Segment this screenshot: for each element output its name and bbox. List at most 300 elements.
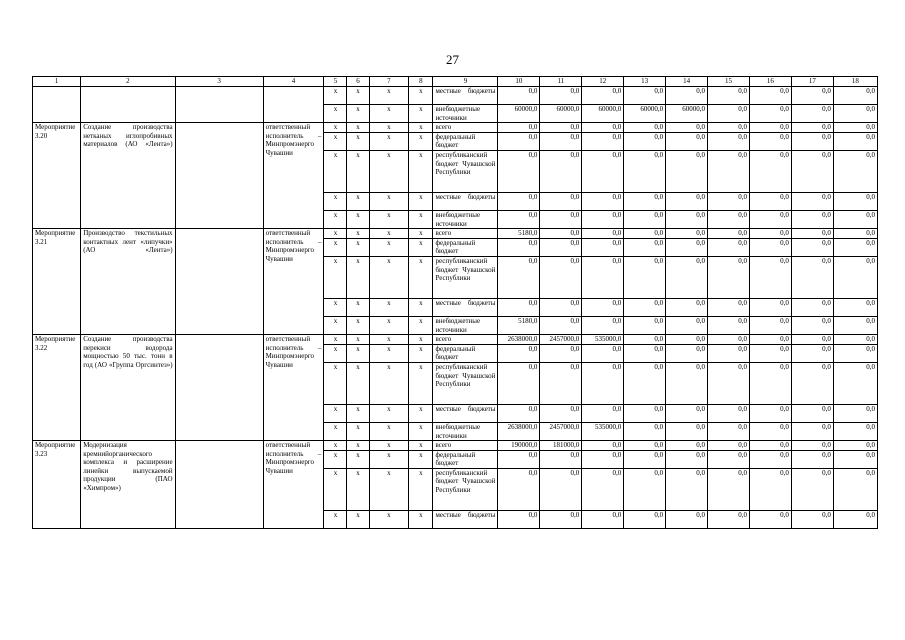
x-mark: х: [347, 441, 369, 451]
amount-cell: 60000,0: [540, 105, 582, 123]
measure-label: Мероприятие 3.21: [33, 229, 81, 335]
amount-cell: 0,0: [624, 441, 666, 451]
amount-cell: 0,0: [666, 132, 708, 150]
amount-cell: 0,0: [582, 87, 624, 105]
x-mark: х: [369, 362, 409, 404]
measure-description: Модернизация кремнийорганического комплекса и расширение линейки выпускаемой продукции (ПАО «Химпром»): [81, 441, 175, 529]
x-mark: х: [324, 316, 347, 334]
amount-cell: 0,0: [749, 362, 791, 404]
amount-cell: 0,0: [624, 150, 666, 192]
amount-cell: 0,0: [791, 362, 833, 404]
amount-cell: 0,0: [666, 210, 708, 228]
measure-description: Создание производства перекиси водорода мощностью 50 тыс. тонн в год (АО «Группа Оргсинтез»): [81, 335, 175, 441]
amount-cell: 0,0: [833, 298, 877, 316]
table-row: [33, 335, 878, 345]
amount-cell: 0,0: [749, 510, 791, 528]
x-mark: х: [369, 344, 409, 362]
x-mark: х: [409, 344, 433, 362]
amount-cell: 0,0: [540, 132, 582, 150]
amount-cell: 0,0: [749, 316, 791, 334]
amount-cell: 0,0: [540, 468, 582, 510]
amount-cell: 0,0: [624, 229, 666, 239]
amount-cell: 0,0: [582, 404, 624, 422]
amount-cell: 0,0: [498, 87, 540, 105]
amount-cell: 0,0: [833, 132, 877, 150]
amount-cell: 0,0: [666, 468, 708, 510]
funding-source: федеральный бюджет: [433, 450, 498, 468]
amount-cell: 0,0: [791, 150, 833, 192]
x-mark: х: [347, 316, 369, 334]
column-number: 17: [791, 77, 833, 87]
amount-cell: 0,0: [540, 210, 582, 228]
measure-description: Создание производства нетканых иглопробивных материалов (АО «Лента»): [81, 123, 175, 229]
funding-source: всего: [433, 441, 498, 451]
x-mark: х: [324, 344, 347, 362]
x-mark: х: [347, 123, 369, 133]
amount-cell: 0,0: [708, 450, 750, 468]
amount-cell: 60000,0: [498, 105, 540, 123]
empty-cell: [175, 87, 263, 123]
table-row: [33, 87, 878, 105]
x-mark: х: [324, 468, 347, 510]
column-number: 8: [409, 77, 433, 87]
column-number: 2: [81, 77, 175, 87]
amount-cell: 0,0: [666, 422, 708, 440]
funding-source: всего: [433, 229, 498, 239]
amount-cell: 0,0: [498, 192, 540, 210]
amount-cell: 0,0: [749, 404, 791, 422]
x-mark: х: [409, 256, 433, 298]
amount-cell: 0,0: [749, 150, 791, 192]
amount-cell: 0,0: [624, 210, 666, 228]
x-mark: х: [409, 229, 433, 239]
funding-source: республиканский бюджет Чувашской Республики: [433, 150, 498, 192]
amount-cell: 0,0: [708, 123, 750, 133]
amount-cell: 0,0: [749, 192, 791, 210]
amount-cell: 535000,0: [582, 335, 624, 345]
amount-cell: 0,0: [582, 192, 624, 210]
amount-cell: 2638000,0: [498, 335, 540, 345]
x-mark: х: [369, 238, 409, 256]
funding-source: федеральный бюджет: [433, 344, 498, 362]
amount-cell: 0,0: [540, 87, 582, 105]
measure-label: Мероприятие 3.20: [33, 123, 81, 229]
x-mark: х: [347, 105, 369, 123]
amount-cell: 0,0: [708, 105, 750, 123]
x-mark: х: [369, 229, 409, 239]
x-mark: х: [369, 298, 409, 316]
amount-cell: 0,0: [791, 316, 833, 334]
x-mark: х: [409, 510, 433, 528]
x-mark: х: [324, 256, 347, 298]
amount-cell: 0,0: [791, 132, 833, 150]
amount-cell: 0,0: [624, 298, 666, 316]
amount-cell: 0,0: [498, 298, 540, 316]
amount-cell: 0,0: [708, 422, 750, 440]
amount-cell: 0,0: [498, 256, 540, 298]
x-mark: х: [347, 238, 369, 256]
measure-description: [81, 87, 175, 123]
amount-cell: 0,0: [833, 316, 877, 334]
x-mark: х: [324, 150, 347, 192]
x-mark: х: [324, 123, 347, 133]
x-mark: х: [324, 210, 347, 228]
amount-cell: 2457000,0: [540, 335, 582, 345]
x-mark: х: [324, 404, 347, 422]
amount-cell: 0,0: [624, 87, 666, 105]
x-mark: х: [409, 362, 433, 404]
amount-cell: 0,0: [791, 468, 833, 510]
amount-cell: 0,0: [708, 510, 750, 528]
amount-cell: 0,0: [498, 362, 540, 404]
responsible-cell: [263, 87, 324, 123]
amount-cell: 0,0: [791, 87, 833, 105]
amount-cell: 0,0: [624, 404, 666, 422]
table-row: [33, 123, 878, 133]
x-mark: х: [324, 87, 347, 105]
amount-cell: 0,0: [582, 256, 624, 298]
amount-cell: 0,0: [624, 422, 666, 440]
funding-source: местные бюджеты: [433, 298, 498, 316]
amount-cell: 0,0: [540, 123, 582, 133]
amount-cell: 0,0: [749, 298, 791, 316]
funding-source: всего: [433, 123, 498, 133]
amount-cell: 0,0: [582, 132, 624, 150]
amount-cell: 0,0: [666, 123, 708, 133]
column-number: 10: [498, 77, 540, 87]
amount-cell: 0,0: [624, 256, 666, 298]
x-mark: х: [324, 192, 347, 210]
amount-cell: 0,0: [582, 298, 624, 316]
amount-cell: 0,0: [582, 450, 624, 468]
x-mark: х: [409, 298, 433, 316]
amount-cell: 0,0: [749, 105, 791, 123]
amount-cell: 0,0: [749, 132, 791, 150]
amount-cell: 0,0: [540, 316, 582, 334]
amount-cell: 0,0: [498, 132, 540, 150]
amount-cell: 190000,0: [498, 441, 540, 451]
amount-cell: 0,0: [791, 344, 833, 362]
amount-cell: 0,0: [498, 123, 540, 133]
header-row: [33, 77, 878, 87]
amount-cell: 2457000,0: [540, 422, 582, 440]
amount-cell: 0,0: [582, 316, 624, 334]
amount-cell: 0,0: [708, 192, 750, 210]
amount-cell: 0,0: [791, 298, 833, 316]
responsible-cell: ответственный исполнитель – Минпромэнерго Чувашии: [263, 335, 324, 441]
amount-cell: 0,0: [833, 362, 877, 404]
amount-cell: 5180,0: [498, 229, 540, 239]
amount-cell: 0,0: [833, 404, 877, 422]
x-mark: х: [324, 229, 347, 239]
amount-cell: 0,0: [498, 450, 540, 468]
x-mark: х: [347, 87, 369, 105]
x-mark: х: [369, 335, 409, 345]
column-number: 14: [666, 77, 708, 87]
amount-cell: 0,0: [749, 123, 791, 133]
x-mark: х: [347, 229, 369, 239]
x-mark: х: [409, 105, 433, 123]
responsible-cell: ответственный исполнитель – Минпромэнерго Чувашии: [263, 123, 324, 229]
amount-cell: 0,0: [666, 192, 708, 210]
empty-cell: [175, 229, 263, 335]
amount-cell: 0,0: [708, 256, 750, 298]
amount-cell: 0,0: [666, 238, 708, 256]
amount-cell: 0,0: [749, 87, 791, 105]
amount-cell: 0,0: [708, 335, 750, 345]
column-number: 3: [175, 77, 263, 87]
funding-source: местные бюджеты: [433, 87, 498, 105]
amount-cell: 0,0: [666, 229, 708, 239]
amount-cell: 0,0: [749, 256, 791, 298]
funding-source: федеральный бюджет: [433, 238, 498, 256]
amount-cell: 0,0: [749, 422, 791, 440]
column-number: 12: [582, 77, 624, 87]
amount-cell: 0,0: [708, 344, 750, 362]
x-mark: х: [347, 210, 369, 228]
amount-cell: 0,0: [540, 150, 582, 192]
amount-cell: 0,0: [582, 238, 624, 256]
funding-source: внебюджетные источники: [433, 210, 498, 228]
x-mark: х: [409, 150, 433, 192]
x-mark: х: [347, 450, 369, 468]
amount-cell: 0,0: [498, 510, 540, 528]
amount-cell: 0,0: [791, 441, 833, 451]
x-mark: х: [369, 150, 409, 192]
measure-description: Производство текстильных контактных лент «липучки» (АО «Лента»): [81, 229, 175, 335]
amount-cell: 0,0: [666, 441, 708, 451]
amount-cell: 0,0: [666, 316, 708, 334]
amount-cell: 0,0: [791, 256, 833, 298]
amount-cell: 0,0: [540, 256, 582, 298]
funding-source: всего: [433, 335, 498, 345]
measure-label: Мероприятие 3.23: [33, 441, 81, 529]
funding-source: местные бюджеты: [433, 404, 498, 422]
x-mark: х: [409, 404, 433, 422]
amount-cell: 0,0: [666, 335, 708, 345]
amount-cell: 0,0: [540, 229, 582, 239]
x-mark: х: [409, 316, 433, 334]
x-mark: х: [324, 238, 347, 256]
amount-cell: 0,0: [833, 238, 877, 256]
amount-cell: 0,0: [540, 404, 582, 422]
amount-cell: 0,0: [666, 150, 708, 192]
amount-cell: 0,0: [708, 404, 750, 422]
x-mark: х: [369, 441, 409, 451]
amount-cell: 0,0: [540, 362, 582, 404]
x-mark: х: [409, 123, 433, 133]
funding-source: республиканский бюджет Чувашской Республики: [433, 468, 498, 510]
funding-source: внебюджетные источники: [433, 316, 498, 334]
column-number: 13: [624, 77, 666, 87]
x-mark: х: [369, 192, 409, 210]
amount-cell: 0,0: [624, 362, 666, 404]
empty-cell: [175, 123, 263, 229]
amount-cell: 0,0: [833, 123, 877, 133]
responsible-cell: ответственный исполнитель – Минпромэнерго Чувашии: [263, 441, 324, 529]
amount-cell: 0,0: [582, 468, 624, 510]
amount-cell: 0,0: [498, 404, 540, 422]
x-mark: х: [409, 335, 433, 345]
amount-cell: 0,0: [498, 468, 540, 510]
column-number: 6: [347, 77, 369, 87]
amount-cell: 0,0: [666, 344, 708, 362]
amount-cell: 0,0: [833, 450, 877, 468]
amount-cell: 0,0: [540, 192, 582, 210]
amount-cell: 0,0: [749, 210, 791, 228]
amount-cell: 0,0: [624, 510, 666, 528]
column-number: 15: [708, 77, 750, 87]
amount-cell: 0,0: [624, 344, 666, 362]
funding-source: внебюджетные источники: [433, 422, 498, 440]
x-mark: х: [324, 105, 347, 123]
x-mark: х: [369, 422, 409, 440]
amount-cell: 0,0: [708, 441, 750, 451]
empty-cell: [175, 441, 263, 529]
funding-source: местные бюджеты: [433, 192, 498, 210]
funding-source: внебюджетные источники: [433, 105, 498, 123]
amount-cell: 0,0: [666, 298, 708, 316]
amount-cell: 0,0: [791, 335, 833, 345]
measure-label: [33, 87, 81, 123]
x-mark: х: [409, 192, 433, 210]
x-mark: х: [409, 238, 433, 256]
x-mark: х: [409, 210, 433, 228]
x-mark: х: [409, 441, 433, 451]
amount-cell: 60000,0: [666, 105, 708, 123]
amount-cell: 0,0: [749, 344, 791, 362]
amount-cell: 0,0: [833, 256, 877, 298]
x-mark: х: [369, 316, 409, 334]
column-number: 16: [749, 77, 791, 87]
amount-cell: 0,0: [666, 362, 708, 404]
x-mark: х: [409, 422, 433, 440]
amount-cell: 0,0: [833, 192, 877, 210]
column-number: 9: [433, 77, 498, 87]
amount-cell: 0,0: [708, 150, 750, 192]
x-mark: х: [347, 132, 369, 150]
amount-cell: 0,0: [708, 316, 750, 334]
amount-cell: 0,0: [666, 87, 708, 105]
x-mark: х: [369, 105, 409, 123]
x-mark: х: [347, 335, 369, 345]
amount-cell: 0,0: [582, 362, 624, 404]
amount-cell: 0,0: [833, 87, 877, 105]
amount-cell: 0,0: [498, 238, 540, 256]
x-mark: х: [369, 87, 409, 105]
x-mark: х: [369, 256, 409, 298]
amount-cell: 0,0: [624, 316, 666, 334]
amount-cell: 0,0: [749, 238, 791, 256]
funding-source: местные бюджеты: [433, 510, 498, 528]
column-number: 1: [33, 77, 81, 87]
amount-cell: 0,0: [666, 450, 708, 468]
amount-cell: 0,0: [624, 132, 666, 150]
amount-cell: 535000,0: [582, 422, 624, 440]
amount-cell: 2638000,0: [498, 422, 540, 440]
responsible-cell: ответственный исполнитель – Минпромэнерго Чувашии: [263, 229, 324, 335]
amount-cell: 181000,0: [540, 441, 582, 451]
amount-cell: 0,0: [624, 192, 666, 210]
amount-cell: 0,0: [791, 404, 833, 422]
amount-cell: 0,0: [833, 210, 877, 228]
amount-cell: 0,0: [540, 450, 582, 468]
amount-cell: 0,0: [791, 210, 833, 228]
amount-cell: 0,0: [833, 468, 877, 510]
x-mark: х: [369, 510, 409, 528]
column-number: 4: [263, 77, 324, 87]
amount-cell: 0,0: [708, 132, 750, 150]
amount-cell: 5180,0: [498, 316, 540, 334]
amount-cell: 0,0: [791, 422, 833, 440]
x-mark: х: [324, 441, 347, 451]
amount-cell: 0,0: [582, 510, 624, 528]
measure-label: Мероприятие 3.22: [33, 335, 81, 441]
amount-cell: 0,0: [666, 256, 708, 298]
amount-cell: 0,0: [791, 510, 833, 528]
amount-cell: 0,0: [833, 344, 877, 362]
amount-cell: 0,0: [582, 229, 624, 239]
amount-cell: 0,0: [708, 229, 750, 239]
x-mark: х: [324, 132, 347, 150]
amount-cell: 0,0: [708, 210, 750, 228]
amount-cell: 0,0: [624, 335, 666, 345]
empty-cell: [175, 335, 263, 441]
x-mark: х: [347, 192, 369, 210]
amount-cell: 0,0: [540, 298, 582, 316]
amount-cell: 0,0: [708, 238, 750, 256]
amount-cell: 0,0: [498, 344, 540, 362]
amount-cell: 0,0: [624, 468, 666, 510]
x-mark: х: [347, 150, 369, 192]
amount-cell: 0,0: [791, 123, 833, 133]
amount-cell: 0,0: [582, 344, 624, 362]
funding-source: республиканский бюджет Чувашской Республики: [433, 256, 498, 298]
amount-cell: 0,0: [833, 441, 877, 451]
amount-cell: 0,0: [791, 192, 833, 210]
amount-cell: 0,0: [498, 210, 540, 228]
x-mark: х: [324, 422, 347, 440]
amount-cell: 0,0: [791, 105, 833, 123]
amount-cell: 0,0: [708, 468, 750, 510]
x-mark: х: [324, 510, 347, 528]
amount-cell: 0,0: [624, 123, 666, 133]
amount-cell: 60000,0: [582, 105, 624, 123]
amount-cell: 0,0: [498, 150, 540, 192]
x-mark: х: [369, 404, 409, 422]
funding-table: [32, 76, 878, 529]
amount-cell: 0,0: [582, 123, 624, 133]
amount-cell: 0,0: [749, 441, 791, 451]
x-mark: х: [347, 422, 369, 440]
amount-cell: 0,0: [833, 335, 877, 345]
amount-cell: 0,0: [708, 298, 750, 316]
x-mark: х: [369, 123, 409, 133]
x-mark: х: [347, 468, 369, 510]
x-mark: х: [347, 298, 369, 316]
column-number: 7: [369, 77, 409, 87]
amount-cell: 0,0: [791, 229, 833, 239]
x-mark: х: [347, 510, 369, 528]
amount-cell: 0,0: [582, 441, 624, 451]
amount-cell: 0,0: [833, 422, 877, 440]
amount-cell: 0,0: [833, 105, 877, 123]
table-row: [33, 441, 878, 451]
amount-cell: 0,0: [749, 468, 791, 510]
column-number: 11: [540, 77, 582, 87]
amount-cell: 0,0: [749, 229, 791, 239]
x-mark: х: [409, 450, 433, 468]
